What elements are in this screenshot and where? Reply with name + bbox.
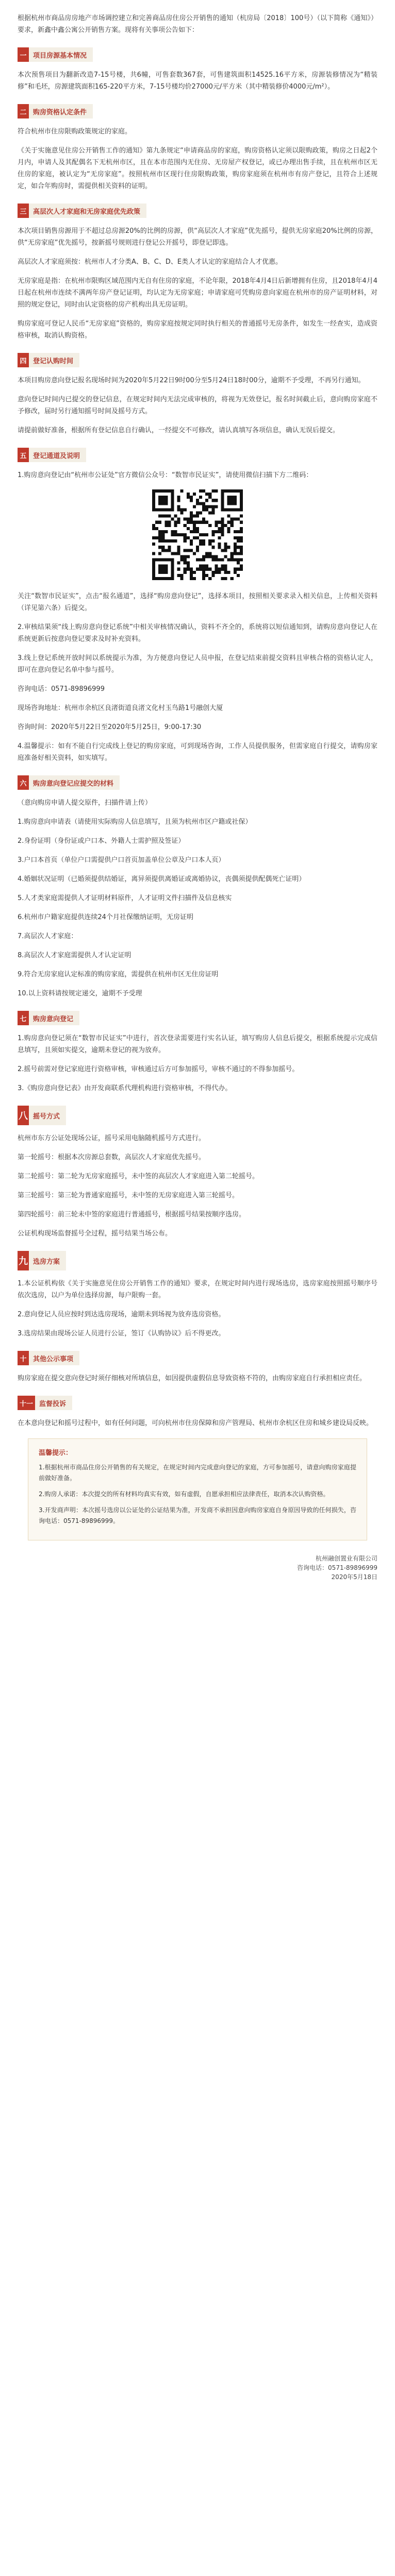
lottery-round: 第三轮摇号：第三轮为普通家庭摇号，未中签的无房家庭进入第三轮摇号。 [18,1192,239,1199]
material-item: 6.杭州市户籍家庭提供连续24个月社保缴纳证明，无房证明 [18,913,193,921]
material-item: 3.户口本首页（单位户口需提供户口首页加盖单位公章及户口本人页） [18,856,225,864]
section-5-header [18,448,377,462]
footer-date: 2020年5月18日 [331,1573,377,1581]
section-9-header [18,1251,377,1270]
footer-phone-label: 咨询电话： [297,1564,328,1571]
section-number: 一 [18,47,29,62]
section-3-text-3: 无房家庭是指：在杭州市限购区域范围内无自有住房的家庭，不论年限，2018年4月4日后新增拥有住房，且2018年4月4日起在杭州市连续不满两年房产登记证明，均认定为无房家庭；申请家庭可凭购房意向家庭在杭州市的房产证明材料，对照的规定登记，同时由认定资格的房产机构出具无房证明。 [18,277,377,309]
section-9-text-2: 2.意向登记人员应按时到达选房现场，逾期未到场视为放弃选房资格。 [18,1311,225,1318]
section-7-text-1: 1.购房意向登记须在“数智市民证实”中进行，首次登录需要进行实名认证，填写购房人信息后提交，根据系统提示完成信息填写，且须如实提交，逾期未登记的视为放弃。 [18,1035,377,1054]
note-item: 1.根据杭州市商品住房公开销售的有关规定，在规定时间内完成意向登记的家庭，方可参加摇号，请意向购房家庭提前做好准备。 [39,1464,356,1482]
section-title: 其他公示事项 [29,1351,79,1365]
footer-phone-line [18,1563,377,1572]
section-7-header [18,1011,377,1025]
section-10-text-1: 购房家庭在提交意向登记时须仔细核对所填信息，如因提供虚假信息导致资格不符的，由购房家庭自行承担相应责任。 [18,1375,367,1382]
section-6-header [18,775,377,790]
material-item: 8.高层次人才家庭需提供人才认定证明 [18,952,131,959]
section-4-text-2: 意向登记时间内已提交的登记信息，在规定时间内无法完成审核的，将视为无效登记，报名时间截止后，意向购房家庭不予修改，届时另行通知摇号时间及摇号方式。 [18,396,377,415]
section-title: 登记认购时间 [29,353,79,367]
section-title: 登记通道及说明 [29,448,86,462]
section-8-text-1: 第四轮摇号：前三轮未中签的家庭进行普通摇号，根据摇号结果按顺序选房。 [18,1211,246,1218]
section-3-header [18,204,377,218]
section-7-text-3: 3.《购房意向登记表》由开发商联系代理机构进行资格审核，不得代办。 [18,1084,232,1092]
address-line [18,702,377,714]
note-item: 3.开发商声明：本次摇号选房以公证处的公证结果为准，开发商不承担因意向购房家庭自身原因导致的任何损失，咨询电话：0571-89896999。 [39,1506,356,1524]
contact-label: 咨询电话： [18,685,52,693]
section-8-header [18,1106,377,1125]
section-1-text: 本次预售项目为翻新改造7-15号楼，共6幢，可售套数367套，可售建筑面积14525.16平方米，房源装修情况为“精装修”和毛坯，房源建筑面积165-220平方米，7-15号楼均价27000元/平方米（其中精装修价4000元/m²）。 [18,71,377,91]
work-time-label: 咨询时间： [18,723,52,731]
section-number: 六 [18,775,29,790]
section-3-text-2: 高层次人才家庭须按：杭州市人才分类A、B、C、D、E类人才认定的家庭结合人才优惠。 [18,258,283,266]
section-title: 摇号方式 [29,1106,66,1125]
section-5-text-3: 2.审核结果须“线上购房意向登记系统”中相关审核情况确认，资料不齐全的，系统将以短信通知到，请购房意向登记人在系统更新后按意向登记要求及时补充资料。 [18,623,377,643]
footer-company: 杭州融创置业有限公司 [315,1555,377,1562]
section-11-header [18,1396,377,1410]
section-10-header [18,1351,377,1365]
work-time-line [18,721,377,733]
section-number: 七 [18,1011,29,1025]
section-title: 监督投诉 [35,1396,72,1410]
section-9-text-3: 3.选房结果由现场公证人员进行公证，签订《认购协议》后不得更改。 [18,1330,225,1337]
note-item: 2.购房人承诺：本次提交的所有材料均真实有效，如有虚假，自愿承担相应法律责任，取消本次认购资格。 [39,1490,330,1498]
section-number: 八 [18,1106,29,1125]
section-4-text-1: 本项目购房意向登记报名现场时间为2020年5月22日9时00分至5月24日18时00分，逾期不予受理，不再另行通知。 [18,377,365,384]
material-item: 9.符合无房家庭认定标准的购房家庭，需提供在杭州市区无住房证明 [18,971,219,978]
address: 杭州市余杭区良渚街道良渚文化村玉鸟路1号融创大厦 [64,704,223,712]
material-item: 4.婚姻状况证明（已婚须提供结婚证，离异须提供离婚证或离婚协议，丧偶须提供配偶死亡证明） [18,875,306,883]
notes-title: 温馨提示： [39,1449,73,1457]
material-item: 1.购房意向申请表（请使用实际购房人信息填写，且须为杭州市区户籍或社保） [18,818,252,826]
lottery-round: 第一轮摇号：根据本次房源总套数，高层次人才家庭优先摇号。 [18,1154,206,1161]
section-2-header [18,104,377,118]
material-item: 2.身份证明（身份证或户口本、外籍人士需护照及签证） [18,837,185,845]
section-11-text-1: 在本意向登记和摇号过程中，如有任何问题，可向杭州市住房保障和房产管理局、杭州市余杭区住房和城乡建设局反映。 [18,1419,373,1427]
work-time: 2020年5月22日至2020年5月25日，9:00-17:30 [51,723,202,731]
footer-phone[interactable]: 0571-89896999 [328,1564,377,1571]
section-5-text-2: 关注“数智市民证实”，点击“报名通道”，选择“购房意向登记”，选择本项目，按照相关要求录入相关信息，上传相关资料（详见第六条）后提交。 [18,592,377,612]
section-1-header [18,47,377,62]
section-number: 九 [18,1251,29,1270]
section-title: 购房意向登记应提交的材料 [29,775,120,790]
section-5-text-5: 4.温馨提示：如有不能自行完成线上登记的购房家庭，可到现场咨询，工作人员提供服务，但需家庭自行提交，请购房家庭准备好相关资料，如实填写。 [18,742,377,762]
intro-paragraph: 根据杭州市商品房房地产市场调控建立和完善商品房住房公开销售的通知（杭房局〔2018〕100号）（以下简称《通知》）要求，新鑫中鑫公寓公开销售方案。现将有关事项公告如下： [18,14,377,34]
material-item: 7.高层次人才家庭： [18,933,78,940]
contact-line [18,683,377,695]
section-title: 购房意向登记 [29,1011,79,1025]
section-9-text-1: 1.本公证机构依《关于实施意见住房公开销售工作的通知》要求，在规定时间内进行现场选房，选房家庭按照摇号顺序号依次选房，以户为单位选择房源，每户限购一套。 [18,1280,377,1299]
section-4-header [18,353,377,367]
qr-code[interactable] [152,489,243,580]
section-2-text-1: 符合杭州市住房限购政策规定的家庭。 [18,128,132,135]
footer [18,1554,377,1582]
section-4-text-3: 请提前做好准备，根据所有登记信息自行确认，一经提交不可修改，请认真填写各项信息，确认无误后提交。 [18,427,340,434]
notes-box [28,1438,367,1540]
section-6-head: （意向购房申请人提交原件，扫描件请上传） [18,799,152,807]
material-item: 10.以上资料请按规定递交，逾期不予受理 [18,990,142,997]
section-8-intro: 杭州市东方公证处现场公证，摇号采用电脑随机摇号方式进行。 [18,1134,206,1142]
section-number: 十一 [18,1396,35,1410]
section-7-text-2: 2.摇号前需对登记家庭进行资格审核，审核通过后方可参加摇号，审核不通过的不得参加摇号。 [18,1065,299,1073]
section-3-text-1: 本次项目销售房源用于不超过总房源20%的比例的房源，供“高层次人才家庭”优先摇号，提供无房家庭20%比例的房源，供“无房家庭”优先摇号，按新摇号规则进行登记公开摇号，即登记即选。 [18,227,377,247]
section-title: 项目房源基本情况 [29,47,93,62]
section-5-text-1: 1.购房意向登记由“杭州市公证处”官方微信公众号：“数智市民证实”，请使用微信扫描下方二维码： [18,471,313,479]
material-item: 5.人才类家庭需提供人才证明材料原件，人才证明文件扫描件及信息核实 [18,894,232,902]
section-2-text-2: 《关于实施意见住房公开销售工作的通知》第九条规定“申请商品房的家庭，购房资格认定须以限购政策，购房之日起2个月内，申请人及其配偶名下无杭州市区，且在本市范围内无住房、无房屋产权登记，或已办理出售手续，且在杭州市区无住房的家庭，被认定为“无房家庭”。按照杭州市区现行住房限购政策，购房家庭须在杭州市有房产登记，且符合上述规定，如合年购房时，需提供相关资料的证明。 [18,147,377,190]
contact-phone[interactable]: 0571-89896999 [51,685,105,693]
address-label: 现场咨询地址： [18,704,65,712]
section-3-text-4: 购房家庭可登记人民币“无房家庭”资格的，购房家庭按规定同时执行相关的普通摇号无房条件，如发生一经查实，造成资格审核，取消认购资格。 [18,320,377,340]
section-number: 五 [18,448,29,462]
section-title: 选房方案 [29,1251,66,1270]
section-title: 购房资格认定条件 [29,104,93,118]
section-8-text-2: 公证机构现场监督摇号全过程，摇号结果当场公布。 [18,1230,172,1238]
section-number: 十 [18,1351,29,1365]
section-number: 四 [18,353,29,367]
section-5-text-4: 3.线上登记系统开放时间以系统提示为准，为方便意向登记人员申报，在登记结束前提交资料且审核合格的资格认定人，即可在意向登记名单中参与摇号。 [18,654,377,674]
section-number: 二 [18,104,29,118]
qr-code-icon [152,489,243,580]
lottery-round: 第二轮摇号：第二轮为无房家庭摇号，未中签的高层次人才家庭进入第二轮摇号。 [18,1173,259,1180]
section-number: 三 [18,204,29,218]
section-title: 高层次人才家庭和无房家庭优先政策 [29,204,146,218]
